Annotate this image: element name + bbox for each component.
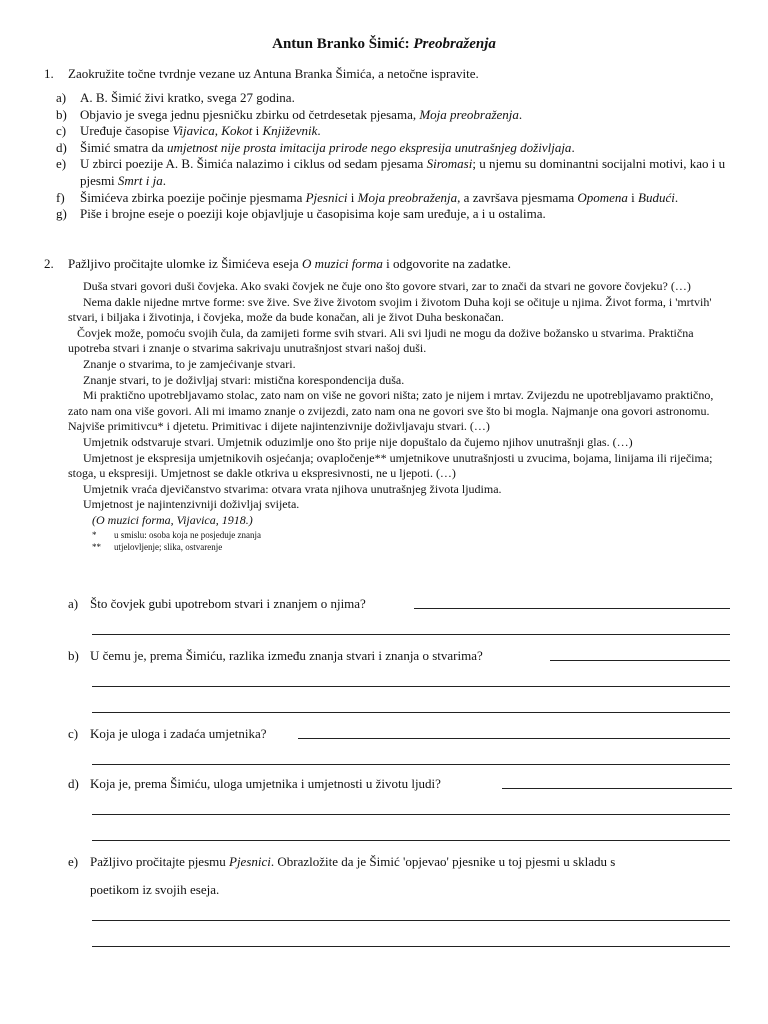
essay-paragraph: Umjetnik odstvaruje stvari. Umjetnik oduzimlje ono što prije nije dopuštalo da čujemo njihov unutrašnji glas. (…) bbox=[68, 434, 633, 449]
footnote-1-mark: * bbox=[92, 529, 97, 540]
subquestion-d-text: Koja je, prema Šimiću, uloga umjetnika i umjetnosti u životu ljudi? bbox=[90, 776, 441, 791]
statement-text: A. B. Šimić živi kratko, svega 27 godina. bbox=[80, 90, 295, 105]
statement-text: Uređuje časopise Vijavica, Kokot i Književnik. bbox=[80, 123, 321, 139]
question-1-number: 1. bbox=[44, 66, 54, 81]
answer-line-c-1[interactable] bbox=[298, 738, 730, 739]
statement-label: d) bbox=[56, 139, 67, 155]
subquestion-a bbox=[68, 596, 732, 616]
footnote-1 bbox=[68, 529, 732, 541]
statement-e[interactable] bbox=[56, 156, 736, 189]
subquestion-e-continued bbox=[68, 882, 732, 902]
answer-line-d-3[interactable] bbox=[92, 840, 730, 841]
statement-text: U zbirci poezije A. B. Šimića nalazimo i ciklus od sedam pjesama Siromasi; u njemu su dominantni socijalni motivi, kao i u pjesmi Smrt i ja. bbox=[80, 156, 726, 188]
essay-source: (O muzici forma, Vijavica, 1918.) bbox=[92, 512, 253, 527]
subquestion-e-line-1: Pažljivo pročitajte pjesmu Pjesnici. Obrazložite da je Šimić 'opjevao' pjesnike u toj pjesmi u skladu s bbox=[90, 854, 616, 869]
statement-label: b) bbox=[56, 106, 67, 122]
question-2 bbox=[44, 256, 744, 274]
essay-paragraph: Znanje stvari, to je doživljaj stvari: mistična korespondencija duša. bbox=[68, 372, 405, 387]
statement-text: Objavio je svega jednu pjesničku zbirku od četrdesetak pjesama, Moja preobraženja. bbox=[80, 106, 523, 122]
statement-a[interactable] bbox=[56, 90, 736, 107]
essay-paragraphs bbox=[68, 279, 732, 513]
question-2-text bbox=[68, 256, 511, 272]
footnote-2-text: utjelovljenje; slika, ostvarenje bbox=[114, 541, 223, 552]
footnote-1-text: u smislu: osoba koja ne posjeduje znanja bbox=[114, 529, 261, 540]
title-author: Antun Branko Šimić: bbox=[272, 36, 410, 52]
answer-line-c-2[interactable] bbox=[92, 764, 730, 765]
essay-paragraph: Nema dakle nijedne mrtve forme: sve žive. Sve žive životom svojim i životom Duha koji se očituje u njima. Život forma, i 'mrtvih' stvari, i biljaka i životinja, i čovjeka, može da bude konačan, ali je život Duha beskonačan. bbox=[68, 294, 712, 325]
question-2-number: 2. bbox=[44, 256, 54, 271]
essay-paragraph: Čovjek može, pomoću svojih čula, da zamijeti forme svih stvari. Ali svi ljudi ne mogu da dožive božansko u stvarima. Praktična upotreba stvari i znanje o stvarima sakrivaju unutrašnjost stvari našoj duši. bbox=[68, 325, 694, 356]
statement-label: c) bbox=[56, 123, 67, 139]
footnote-2-mark: ** bbox=[92, 541, 101, 552]
statement-text: Šimićeva zbirka poezije počinje pjesmama Pjesnici i Moja preobraženja, a završava pjesmama Opomena i Budući. bbox=[80, 189, 679, 205]
essay-paragraph: Znanje o stvarima, to je zamjećivanje stvari. bbox=[68, 356, 296, 371]
subquestion-e-label: e) bbox=[68, 854, 79, 869]
page-title bbox=[0, 36, 768, 53]
answer-line-b-2[interactable] bbox=[92, 686, 730, 687]
subquestion-a-label: a) bbox=[68, 596, 79, 611]
question-1 bbox=[44, 66, 744, 84]
statement-b[interactable] bbox=[56, 107, 736, 124]
subquestion-b-text: U čemu je, prema Šimiću, razlika između znanja stvari i znanja o stvarima? bbox=[90, 648, 483, 663]
subquestion-c bbox=[68, 726, 732, 746]
subquestion-e bbox=[68, 854, 732, 874]
statement-g[interactable] bbox=[56, 206, 736, 223]
statement-label: g) bbox=[56, 206, 67, 222]
question-2-essay-title: O muzici forma bbox=[301, 256, 383, 271]
subquestion-c-text: Koja je uloga i zadaća umjetnika? bbox=[90, 726, 267, 741]
footnote-2 bbox=[68, 541, 732, 553]
question-2-text-post: i odgovorite na zadatke. bbox=[382, 256, 511, 271]
subquestion-c-label: c) bbox=[68, 726, 79, 741]
answer-line-e-2[interactable] bbox=[92, 946, 730, 947]
statement-label: a) bbox=[56, 90, 67, 105]
essay-excerpt bbox=[68, 279, 732, 553]
answer-line-a-1[interactable] bbox=[414, 608, 730, 609]
question-2-text-pre: Pažljivo pročitajte ulomke iz Šimićeva eseja bbox=[68, 256, 302, 271]
statement-d[interactable] bbox=[56, 140, 736, 157]
statement-label: f) bbox=[56, 189, 65, 205]
answer-line-a-2[interactable] bbox=[92, 634, 730, 635]
statement-text: Piše i brojne eseje o poeziji koje objavljuje u časopisima koje sam uređuje, a i u ostalima. bbox=[80, 206, 546, 222]
title-work: Preobraženja bbox=[413, 36, 496, 52]
answer-line-d-1[interactable] bbox=[502, 788, 732, 789]
answer-line-b-3[interactable] bbox=[92, 712, 730, 713]
subquestion-d-label: d) bbox=[68, 776, 79, 791]
answer-line-b-1[interactable] bbox=[550, 660, 730, 661]
essay-paragraph: Umjetnost je ekspresija umjetnikovih osjećanja; ovapločenje** umjetnikove unutrašnjosti u zvucima, bojama, linijama ili riječima; stoga, u ekspresiji. Umjetnost se dakle otkriva u ekspresivnosti, ne u ljepoti. (…) bbox=[68, 450, 713, 481]
subquestion-b bbox=[68, 648, 732, 668]
statement-text: Šimić smatra da umjetnost nije prosta imitacija prirode nego ekspresija unutrašnjeg doživljaja. bbox=[80, 139, 575, 155]
essay-paragraph: Mi praktično upotrebljavamo stolac, zato nam on više ne govori ništa; zato je nijem i mrtav. Zvijezdu ne upotrebljavamo praktično, zato nam ona više govori. Ali mi imamo znanje o zvijezdi, zato nam ona ne govori sve što bi mogla. Najmanje ona govori astronomu. Najviše primitivcu* i djetetu. Primitivac i dijete najintenzivnije doživljavaju stvari. (…) bbox=[68, 388, 714, 434]
statement-f[interactable] bbox=[56, 190, 736, 207]
statement-label: e) bbox=[56, 156, 67, 172]
answer-line-e-1[interactable] bbox=[92, 920, 730, 921]
question-1-statements bbox=[56, 90, 736, 223]
question-1-text: Zaokružite točne tvrdnje vezane uz Antuna Branka Šimića, a netočne ispravite. bbox=[68, 66, 479, 81]
answer-line-d-2[interactable] bbox=[92, 814, 730, 815]
subquestion-e-line-2: poetikom iz svojih eseja. bbox=[90, 882, 220, 897]
poem-title: Pjesnici bbox=[229, 854, 271, 869]
subquestion-d bbox=[68, 776, 732, 796]
essay-paragraph: Umjetnik vraća djevičanstvo stvarima: otvara vrata njihova unutrašnjeg života ljudima. bbox=[68, 481, 502, 496]
essay-paragraph: Duša stvari govori duši čovjeka. Ako svaki čovjek ne čuje ono što govore stvari, zar to znači da stvari ne govore čovjeku? (…) bbox=[68, 279, 691, 293]
statement-c[interactable] bbox=[56, 123, 736, 140]
essay-paragraph: Umjetnost je najintenzivniji doživljaj svijeta. bbox=[68, 497, 300, 512]
subquestion-a-text: Što čovjek gubi upotrebom stvari i znanjem o njima? bbox=[90, 596, 366, 611]
subquestion-b-label: b) bbox=[68, 648, 79, 663]
